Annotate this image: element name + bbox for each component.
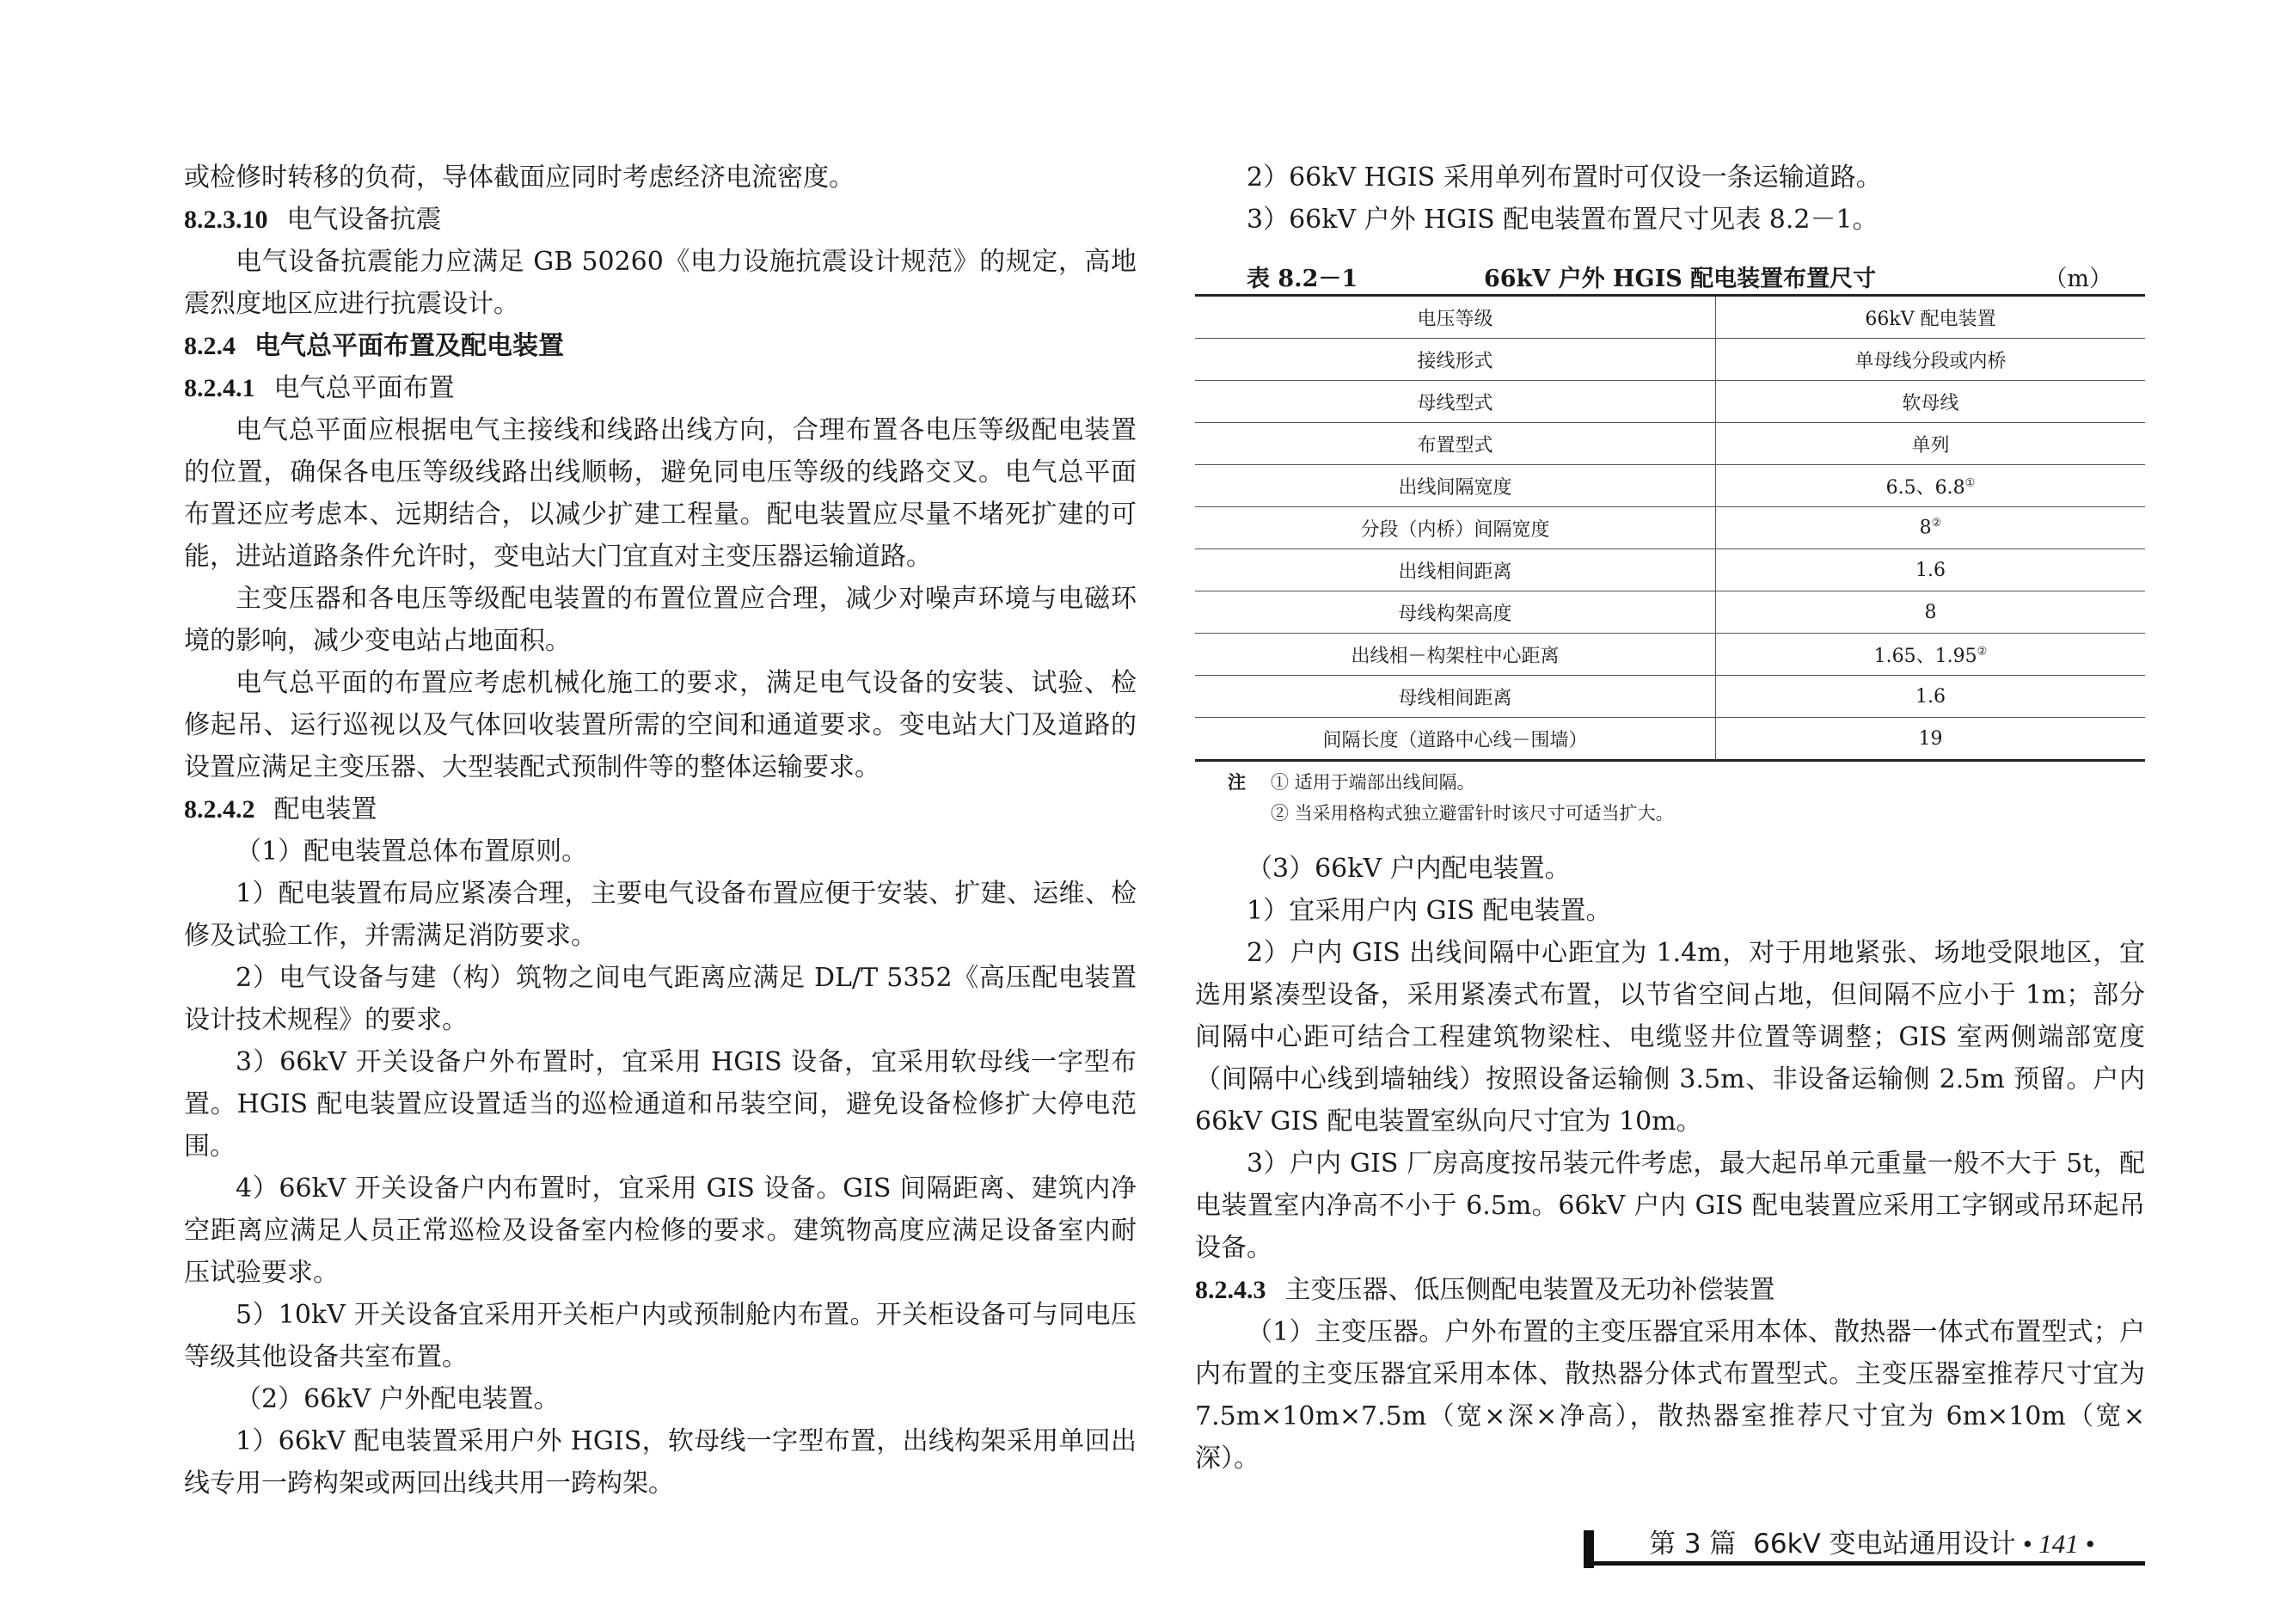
section-title: 电气总平面布置 — [273, 373, 455, 403]
table-row — [1195, 339, 2145, 381]
table-unit: （m） — [2044, 266, 2112, 292]
paragraph: 2）66kV HGIS 采用单列布置时可仅设一条运输道路。 — [1247, 162, 1882, 193]
row-value — [1716, 339, 2146, 381]
paragraph: 1）宜采用户内 GIS 配电装置。 — [1247, 896, 1612, 926]
section-heading-8-2-3-10 — [184, 199, 1137, 241]
section-title: 主变压器、低压侧配电装置及无功补偿装置 — [1284, 1275, 1775, 1305]
section-number: 8.2.4 — [184, 332, 236, 360]
paragraph: 4）66kV 开关设备户内布置时，宜采用 GIS 设备。GIS 间隔距离、建筑内净空距离应满足人员正常巡检及设备室内检修的要求。建筑物高度应满足设备室内耐压试验要求。 — [184, 1174, 1137, 1288]
paragraph: 1）66kV 配电装置采用户外 HGIS，软母线一字型布置，出线构架采用单回出线专用一跨构架或两回出线共用一跨构架。 — [184, 1426, 1137, 1498]
row-label: 出线相－构架柱中心距离 — [1195, 634, 1716, 676]
row-label: 母线相间距离 — [1195, 676, 1716, 718]
table-row — [1195, 381, 2145, 423]
value-text: 19 — [1918, 727, 1943, 750]
row-label: 布置型式 — [1195, 423, 1716, 465]
running-footer — [1649, 1522, 2094, 1560]
row-label: 接线形式 — [1195, 339, 1716, 381]
footer-title: 66kV 变电站通用设计 — [1753, 1529, 2016, 1560]
paragraph: （1）主变压器。户外布置的主变压器宜采用本体、散热器一体式布置型式；户内布置的主变压器宜采用本体、散热器分体式布置型式。主变压器室推荐尺寸宜为 7.5m×10m×7.5m（宽×深×净高），散热器室推荐尺寸宜为 6m×10m（宽×深）。 — [1195, 1317, 2145, 1474]
value-text: 单母线分段或内桥 — [1854, 350, 2007, 372]
table-caption — [1195, 253, 2145, 294]
row-value — [1716, 591, 2146, 634]
row-label: 电压等级 — [1195, 296, 1716, 339]
paragraph: 2）电气设备与建（构）筑物之间电气距离应满足 DL/T 5352《高压配电装置设计技术规程》的要求。 — [184, 963, 1137, 1035]
row-label: 母线构架高度 — [1195, 591, 1716, 634]
page-number: • 141 • — [2022, 1529, 2095, 1559]
hgis-layout-table — [1195, 294, 2145, 762]
row-label: 出线相间距离 — [1195, 549, 1716, 591]
row-label: 出线间隔宽度 — [1195, 465, 1716, 507]
row-value — [1716, 381, 2146, 423]
value-text: 66kV 配电装置 — [1865, 308, 1996, 330]
row-value — [1716, 465, 2146, 507]
value-text: 单列 — [1911, 434, 1950, 457]
paragraph: （1）配电装置总体布置原则。 — [236, 837, 588, 867]
value-text: 8 — [1924, 601, 1937, 623]
value-text: 6.5、6.8 — [1885, 476, 1965, 499]
paragraph: （2）66kV 户外配电装置。 — [236, 1384, 560, 1414]
row-value — [1716, 718, 2146, 761]
paragraph: 电气总平面的布置应考虑机械化施工的要求，满足电气设备的安装、试验、检修起吊、运行巡视以及气体回收装置所需的空间和通道要求。变电站大门及道路的设置应满足主变压器、大型装配式预制件等的整体运输要求。 — [184, 668, 1137, 782]
section-number: 8.2.3.10 — [184, 205, 268, 234]
row-value — [1716, 507, 2146, 549]
paragraph: 5）10kV 开关设备宜采用开关柜户内或预制舱内布置。开关柜设备可与同电压等级其他设备共室布置。 — [184, 1300, 1137, 1372]
section-number: 8.2.4.2 — [184, 795, 255, 824]
footnote-mark: ① — [1964, 476, 1976, 490]
row-value — [1716, 549, 2146, 591]
table-row — [1195, 423, 2145, 465]
value-text: 1.65、1.95 — [1873, 645, 1977, 667]
section-title: 电气总平面布置及配电装置 — [254, 331, 564, 361]
row-value — [1716, 676, 2146, 718]
row-label: 母线型式 — [1195, 381, 1716, 423]
note-label: 注 — [1228, 771, 1246, 793]
table-row — [1195, 634, 2145, 676]
table-notes — [1195, 767, 2145, 829]
note-text: ① 适用于端部出线间隔。 — [1271, 772, 1475, 793]
table-row — [1195, 296, 2145, 339]
paragraph: （3）66kV 户内配电装置。 — [1247, 854, 1571, 884]
section-heading-8-2-4 — [184, 325, 1137, 367]
footer-part: 第 3 篇 — [1649, 1529, 1737, 1560]
right-column — [1195, 156, 2145, 1480]
footnote-mark: ② — [1977, 645, 1988, 659]
paragraph: 3）66kV 开关设备户外布置时，宜采用 HGIS 设备，宜采用软母线一字型布置。HGIS 配电装置应设置适当的巡检通道和吊装空间，避免设备检修扩大停电范围。 — [184, 1047, 1137, 1161]
row-value — [1716, 634, 2146, 676]
table-number: 表 8.2－1 — [1247, 266, 1358, 292]
note-text: ② 当采用格构式独立避雷针时该尺寸可适当扩大。 — [1271, 803, 1674, 824]
table-row — [1195, 676, 2145, 718]
section-heading-8-2-4-3 — [1195, 1269, 2145, 1311]
paragraph: 电气设备抗震能力应满足 GB 50260《电力设施抗震设计规范》的规定，高地震烈度地区应进行抗震设计。 — [184, 247, 1137, 319]
table-row — [1195, 591, 2145, 634]
table-row — [1195, 465, 2145, 507]
table-row — [1195, 549, 2145, 591]
section-heading-8-2-4-1 — [184, 367, 1137, 409]
section-number: 8.2.4.3 — [1195, 1276, 1266, 1304]
paragraph: 2）户内 GIS 出线间隔中心距宜为 1.4m，对于用地紧张、场地受限地区，宜选用紧凑型设备，采用紧凑式布置，以节省空间占地，但间隔不应小于 1m；部分间隔中心距可结合工程建筑物梁柱、电缆竖井位置等调整；GIS 室两侧端部宽度（间隔中心线到墙轴线）按照设备运输侧 3.5m、非设备运输侧 2.5m 预留。户内 66kV GIS 配电装置室纵向尺寸宜为 10m。 — [1195, 938, 2145, 1137]
paragraph: 主变压器和各电压等级配电装置的布置位置应合理，减少对噪声环境与电磁环境的影响，减少变电站占地面积。 — [184, 584, 1137, 656]
left-column — [184, 156, 1137, 1504]
paragraph: 电气总平面应根据电气主接线和线路出线方向，合理布置各电压等级配电装置的位置，确保各电压等级线路出线顺畅，避免同电压等级的线路交叉。电气总平面布置还应考虑本、远期结合，以减少扩建工程量。配电装置应尽量不堵死扩建的可能，进站道路条件允许时，变电站大门宜直对主变压器运输道路。 — [184, 415, 1137, 572]
footnote-mark: ② — [1931, 517, 1942, 530]
row-value — [1716, 296, 2146, 339]
value-text: 1.6 — [1915, 685, 1946, 708]
table-title: 66kV 户外 HGIS 配电装置布置尺寸 — [1484, 266, 1877, 292]
footer-rule — [1584, 1561, 2145, 1566]
value-text: 1.6 — [1915, 559, 1946, 581]
section-number: 8.2.4.1 — [184, 374, 255, 402]
table-row — [1195, 718, 2145, 761]
table-body — [1195, 296, 2145, 761]
section-title: 电气设备抗震 — [286, 205, 442, 235]
paragraph: 1）配电装置布局应紧凑合理，主要电气设备布置应便于安装、扩建、运维、检修及试验工作，并需满足消防要求。 — [184, 879, 1137, 951]
section-heading-8-2-4-2 — [184, 788, 1137, 830]
value-text: 软母线 — [1902, 392, 1959, 414]
section-title: 配电装置 — [273, 794, 377, 824]
row-label: 分段（内桥）间隔宽度 — [1195, 507, 1716, 549]
table-row — [1195, 507, 2145, 549]
paragraph: 3）户内 GIS 厂房高度按吊装元件考虑，最大起吊单元重量一般不大于 5t，配电装置室内净高不小于 6.5m。66kV 户内 GIS 配电装置应采用工字钢或吊环起吊设备。 — [1195, 1149, 2145, 1263]
paragraph: 3）66kV 户外 HGIS 配电装置布置尺寸见表 8.2－1。 — [1247, 205, 1879, 235]
paragraph: 或检修时转移的负荷，导体截面应同时考虑经济电流密度。 — [184, 162, 855, 193]
value-text: 8 — [1919, 517, 1932, 539]
row-value — [1716, 423, 2146, 465]
row-label: 间隔长度（道路中心线－围墙） — [1195, 718, 1716, 761]
note-row — [1195, 767, 2145, 798]
